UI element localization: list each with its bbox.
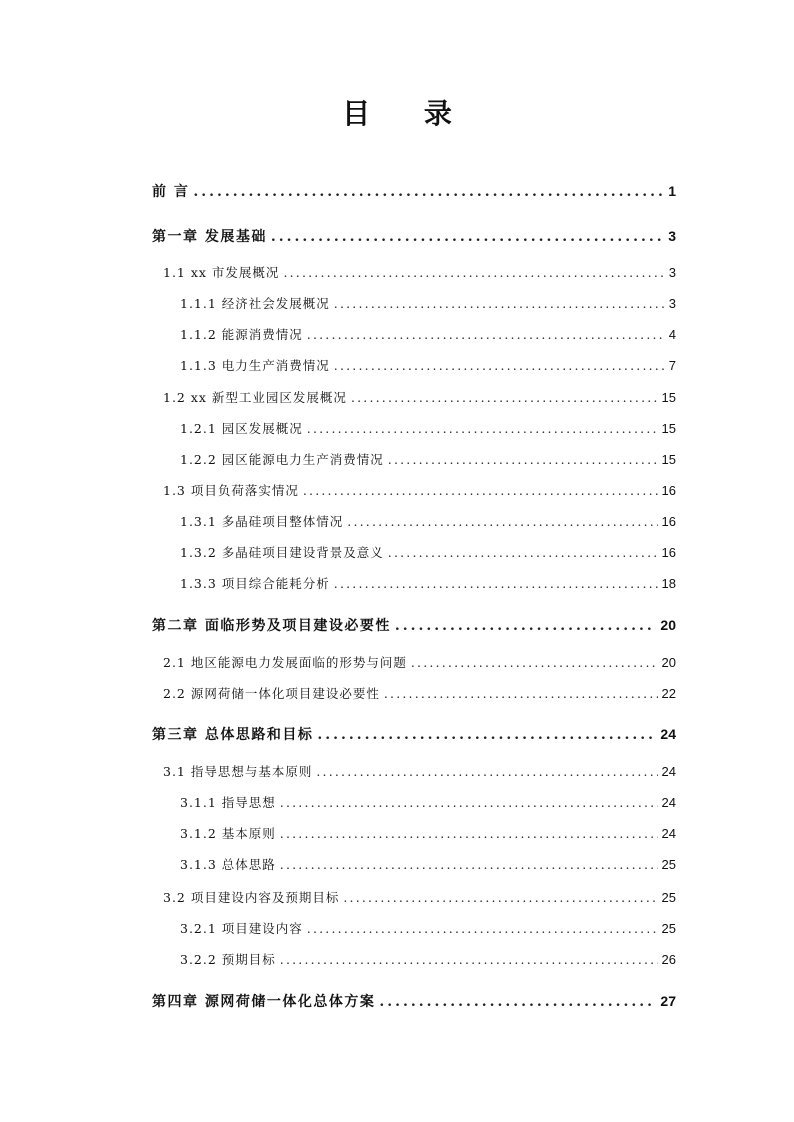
toc-entry-page: 15 (661, 452, 676, 467)
dot-leader (384, 684, 658, 704)
toc-entry[interactable] (180, 450, 676, 470)
toc-entry[interactable] (152, 724, 676, 745)
toc-entry[interactable] (180, 793, 676, 813)
dot-leader (317, 725, 656, 745)
toc-entry-page: 26 (661, 952, 676, 967)
dot-leader (280, 793, 658, 813)
toc-entry[interactable] (163, 888, 676, 908)
toc-entry-title: 1.1.2 能源消费情况 (180, 327, 303, 342)
page-title: 目 录 (342, 97, 474, 130)
dot-leader (395, 616, 657, 636)
toc-entry[interactable] (180, 950, 676, 970)
toc-entry-title: 前 言 (152, 184, 190, 200)
toc-entry[interactable] (180, 574, 676, 594)
dot-leader (283, 263, 664, 283)
toc-entry[interactable] (163, 263, 676, 283)
toc-entry-page: 22 (661, 686, 676, 701)
toc-entry-page: 25 (661, 857, 676, 872)
toc-entry[interactable] (152, 615, 676, 636)
toc-entry[interactable] (180, 824, 676, 844)
toc-entry-title: 3.2.1 项目建设内容 (180, 921, 303, 936)
dot-leader (307, 325, 665, 345)
toc-entry-title: 第三章 总体思路和目标 (152, 727, 314, 743)
toc-entry-title: 3.2 项目建设内容及预期目标 (163, 890, 340, 905)
toc-entry-page: 16 (661, 545, 676, 560)
toc-entry-title: 1.1 xx 市发展概况 (163, 265, 280, 280)
dot-leader (388, 543, 658, 563)
toc-entry-title: 2.1 地区能源电力发展面临的形势与问题 (163, 655, 407, 670)
toc-entry-title: 2.2 源网荷储一体化项目建设必要性 (163, 686, 380, 701)
toc-entry-page: 3 (668, 228, 676, 244)
toc-entry-page: 4 (668, 327, 676, 342)
toc-entry-title: 1.3 项目负荷落实情况 (163, 483, 299, 498)
dot-leader (343, 888, 657, 908)
toc-entry-page: 24 (661, 826, 676, 841)
toc-entry[interactable] (180, 919, 676, 939)
toc-entry[interactable] (152, 181, 676, 202)
dot-leader (307, 419, 658, 439)
toc-entry-page: 20 (661, 655, 676, 670)
toc-entry-page: 27 (660, 993, 676, 1009)
dot-leader (280, 855, 658, 875)
toc-entry-title: 第四章 源网荷储一体化总体方案 (152, 994, 376, 1010)
toc-entry-page: 3 (668, 296, 676, 311)
toc-entry[interactable] (180, 294, 676, 314)
toc-entry-page: 16 (661, 514, 676, 529)
toc-entry[interactable] (180, 325, 676, 345)
toc-entry-title: 3.1 指导思想与基本原则 (163, 764, 313, 779)
dot-leader (334, 574, 658, 594)
toc-entry-title: 3.2.2 预期目标 (180, 952, 276, 967)
toc-entry-page: 20 (660, 617, 676, 633)
toc-entry-page: 25 (661, 890, 676, 905)
toc-entry-title: 1.1.3 电力生产消费情况 (180, 358, 330, 373)
toc-entry[interactable] (180, 512, 676, 532)
toc-entry-title: 3.1.3 总体思路 (180, 857, 276, 872)
dot-leader (280, 824, 658, 844)
toc-entry-page: 24 (661, 764, 676, 779)
toc-entry-title: 第一章 发展基础 (152, 229, 267, 245)
toc-entry-page: 15 (661, 390, 676, 405)
toc-entry[interactable] (152, 226, 676, 247)
toc-entry-page: 1 (668, 183, 676, 199)
dot-leader (271, 227, 664, 247)
toc-entry-title: 1.1.1 经济社会发展概况 (180, 296, 330, 311)
toc-entry[interactable] (163, 684, 676, 704)
toc-entry-page: 16 (661, 483, 676, 498)
dot-leader (334, 356, 665, 376)
dot-leader (388, 450, 658, 470)
toc-entry-page: 25 (661, 921, 676, 936)
toc-entry[interactable] (163, 762, 676, 782)
toc-entry[interactable] (163, 653, 676, 673)
toc-entry-title: 1.3.1 多晶硅项目整体情况 (180, 514, 344, 529)
dot-leader (193, 182, 664, 202)
toc-entry-page: 3 (668, 265, 676, 280)
toc-entry[interactable] (152, 991, 676, 1012)
toc-entry-title: 3.1.2 基本原则 (180, 826, 276, 841)
toc-entry[interactable] (180, 356, 676, 376)
toc-entry[interactable] (180, 855, 676, 875)
dot-leader (316, 762, 657, 782)
toc-entry-title: 1.2.1 园区发展概况 (180, 421, 303, 436)
toc-entry-page: 24 (661, 795, 676, 810)
dot-leader (307, 919, 658, 939)
toc-entry-title: 1.2 xx 新型工业园区发展概况 (163, 390, 347, 405)
toc-entry-title: 3.1.1 指导思想 (180, 795, 276, 810)
toc-entry-page: 18 (661, 576, 676, 591)
dot-leader (351, 388, 658, 408)
dot-leader (280, 950, 658, 970)
dot-leader (303, 481, 658, 501)
dot-leader (347, 512, 657, 532)
toc-entry-page: 24 (660, 726, 676, 742)
toc-entry[interactable] (180, 543, 676, 563)
toc-entry-title: 1.3.3 项目综合能耗分析 (180, 576, 330, 591)
toc-entry[interactable] (180, 419, 676, 439)
toc-entry-title: 第二章 面临形势及项目建设必要性 (152, 618, 391, 634)
toc-entry[interactable] (163, 388, 676, 408)
dot-leader (379, 992, 656, 1012)
toc-entry-title: 1.2.2 园区能源电力生产消费情况 (180, 452, 384, 467)
toc-entry-page: 7 (668, 358, 676, 373)
toc-entry-title: 1.3.2 多晶硅项目建设背景及意义 (180, 545, 384, 560)
toc-entry[interactable] (163, 481, 676, 501)
dot-leader (334, 294, 665, 314)
dot-leader (411, 653, 658, 673)
toc-entry-page: 15 (661, 421, 676, 436)
